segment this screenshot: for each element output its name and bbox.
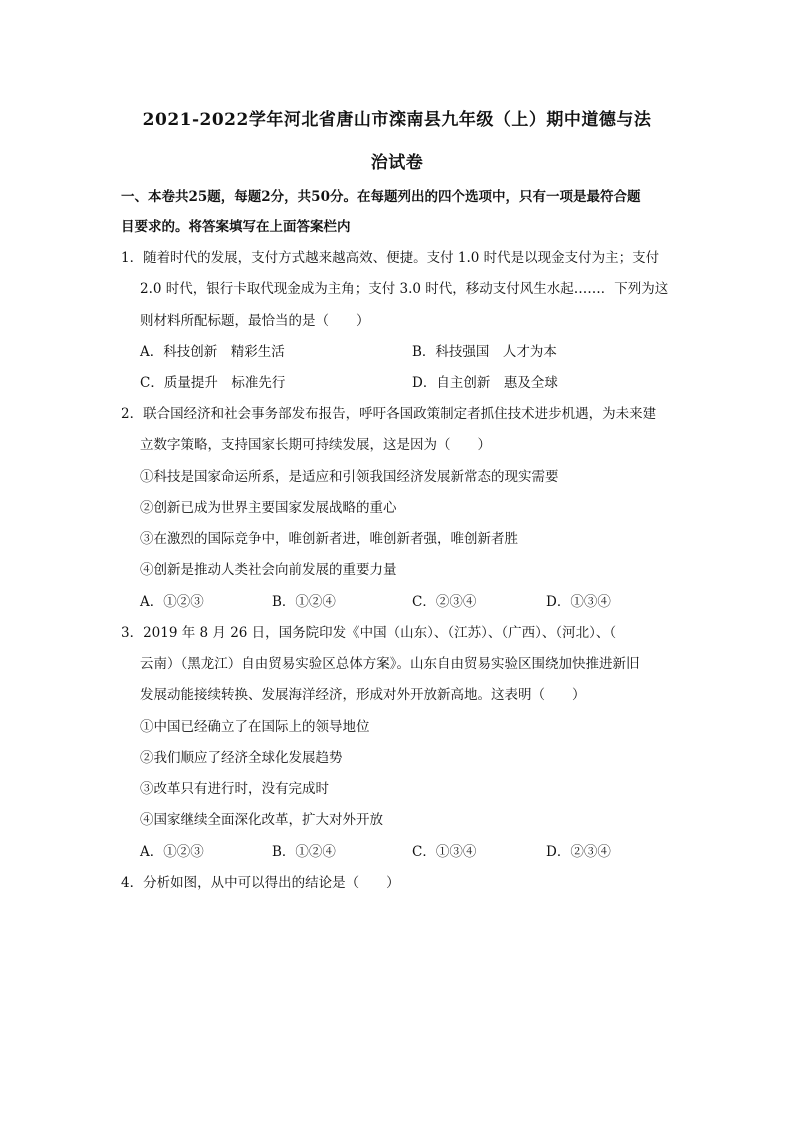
exam-title-line-1: 2021-2022学年河北省唐山市滦南县九年级（上）期中道德与法 <box>142 110 652 130</box>
q2-option-a: A．①②③ <box>140 594 204 610</box>
q2-option-c: C．②③④ <box>412 594 477 610</box>
section-instruction-line-1: 一、本卷共25题，每题2分，共50分。在每题列出的四个选项中，只有一项是最符合题 <box>121 189 641 205</box>
q2-option-d: D．①③④ <box>546 594 611 610</box>
q1-option-b: B．科技强国 人才为本 <box>412 344 557 360</box>
q2-statement-1: ①科技是国家命运所系，是适应和引领我国经济发展新常态的现实需要 <box>140 469 559 485</box>
q3-statement-1: ①中国已经确立了在国际上的领导地位 <box>140 719 370 735</box>
q3-option-a: A．①②③ <box>140 844 204 860</box>
section-instruction-line-2: 目要求的。将答案填写在上面答案栏内 <box>121 219 351 235</box>
exam-title-line-2: 治试卷 <box>370 153 424 173</box>
q3-stem-line-1: 3．2019 年 8 月 26 日，国务院印发《中国（山东）、（江苏）、（广西）、（河北）、（ <box>121 625 617 641</box>
q1-stem-line-2: 2.0 时代，银行卡取代现金成为主角；支付 3.0 时代，移动支付风生水起……．下列为这 <box>140 281 669 297</box>
q3-option-c: C．①③④ <box>412 844 477 860</box>
q3-statement-4: ④国家继续全面深化改革，扩大对外开放 <box>140 812 383 828</box>
q3-stem-line-3: 发展动能接续转换、发展海洋经济，形成对外开放新高地。这表明（ ） <box>140 687 586 703</box>
q1-option-a: A．科技创新 精彩生活 <box>140 344 285 360</box>
q2-option-b: B．①②④ <box>272 594 336 610</box>
q2-statement-2: ②创新已成为世界主要国家发展战略的重心 <box>140 500 397 516</box>
q2-statement-3: ③在激烈的国际竞争中，唯创新者进，唯创新者强，唯创新者胜 <box>140 531 518 547</box>
q1-stem-line-3: 则材料所配标题，最恰当的是（ ） <box>140 313 370 329</box>
q1-option-c: C．质量提升 标准先行 <box>140 375 286 391</box>
q4-stem-line-1: 4．分析如图，从中可以得出的结论是（ ） <box>121 875 400 891</box>
q3-statement-3: ③改革只有进行时，没有完成时 <box>140 781 329 797</box>
q3-option-d: D．②③④ <box>546 844 611 860</box>
q2-stem-line-1: 2．联合国经济和社会事务部发布报告，呼吁各国政策制定者抓住技术进步机遇，为未来建 <box>121 406 657 422</box>
q1-stem-line-1: 1．随着时代的发展，支付方式越来越高效、便捷。支付 1.0 时代是以现金支付为主；支付 <box>121 250 660 266</box>
q3-option-b: B．①②④ <box>272 844 336 860</box>
q1-option-d: D．自主创新 惠及全球 <box>412 375 558 391</box>
q2-statement-4: ④创新是推动人类社会向前发展的重要力量 <box>140 562 397 578</box>
q3-statement-2: ②我们顺应了经济全球化发展趋势 <box>140 750 343 766</box>
q2-stem-line-2: 立数字策略，支持国家长期可持续发展，这是因为（ ） <box>140 437 491 453</box>
q3-stem-line-2: 云南）（黑龙江）自由贸易实验区总体方案》。山东自由贸易实验区围绕加快推进新旧 <box>140 656 640 672</box>
